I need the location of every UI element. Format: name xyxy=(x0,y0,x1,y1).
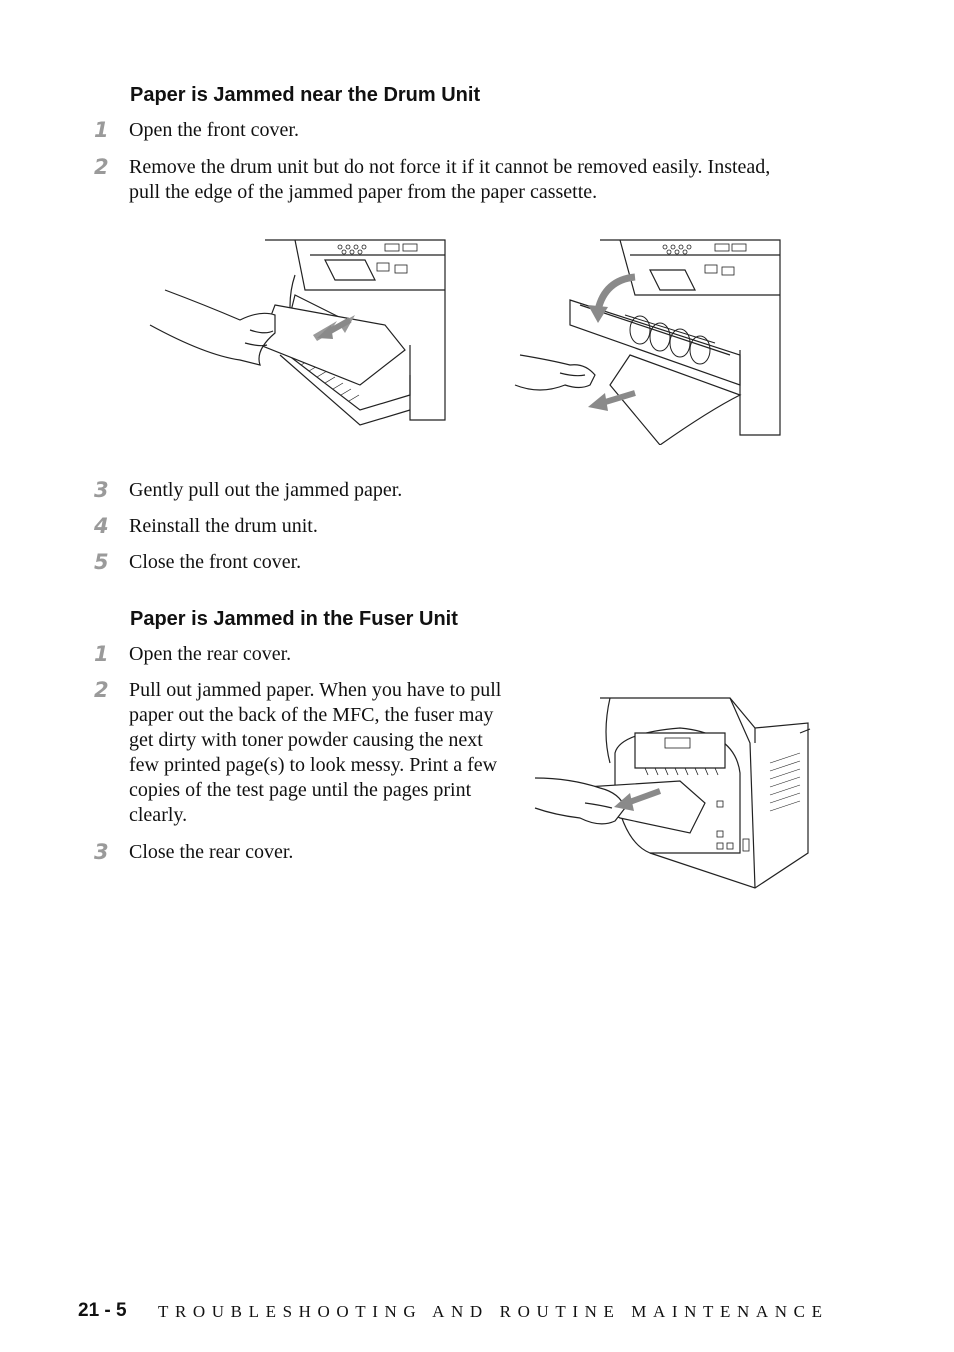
illustration-rear-cover-pull-paper xyxy=(530,693,815,893)
page-number: 21 - 5 xyxy=(78,1300,127,1321)
step-number: 2 xyxy=(94,678,109,702)
step-text: Close the front cover. xyxy=(129,551,302,573)
step-number: 1 xyxy=(94,642,109,666)
illustration-front-cover-open-pull-paper xyxy=(510,235,820,445)
step-text: Remove the drum unit but do not force it if it cannot be removed easily. Instead, pull the edge of the jammed paper from the paper cassette. xyxy=(129,156,771,203)
illustration-pull-paper-from-cassette xyxy=(145,235,455,435)
step-number: 3 xyxy=(94,478,109,502)
step-number: 3 xyxy=(94,840,109,864)
step-text: Pull out jammed paper. When you have to pull paper out the back of the MFC, the fuser may get dirty with toner powder causing the next few printed page(s) to look messy. Print a few copies of the test page until the pages print clearly. xyxy=(129,679,502,826)
step-text: Reinstall the drum unit. xyxy=(129,515,318,537)
step-text: Close the rear cover. xyxy=(129,841,294,863)
step-number: 2 xyxy=(94,155,109,179)
step-number: 1 xyxy=(94,118,109,142)
step-text: Gently pull out the jammed paper. xyxy=(129,479,403,501)
step-text: Open the front cover. xyxy=(129,119,299,141)
step-text: Open the rear cover. xyxy=(129,643,292,665)
section-heading-fuser-unit: Paper is Jammed in the Fuser Unit xyxy=(130,608,458,630)
chapter-title: TROUBLESHOOTING AND ROUTINE MAINTENANCE xyxy=(158,1302,829,1321)
section-heading-drum-unit: Paper is Jammed near the Drum Unit xyxy=(130,84,481,106)
step-number: 4 xyxy=(94,514,109,538)
step-number: 5 xyxy=(94,550,109,574)
